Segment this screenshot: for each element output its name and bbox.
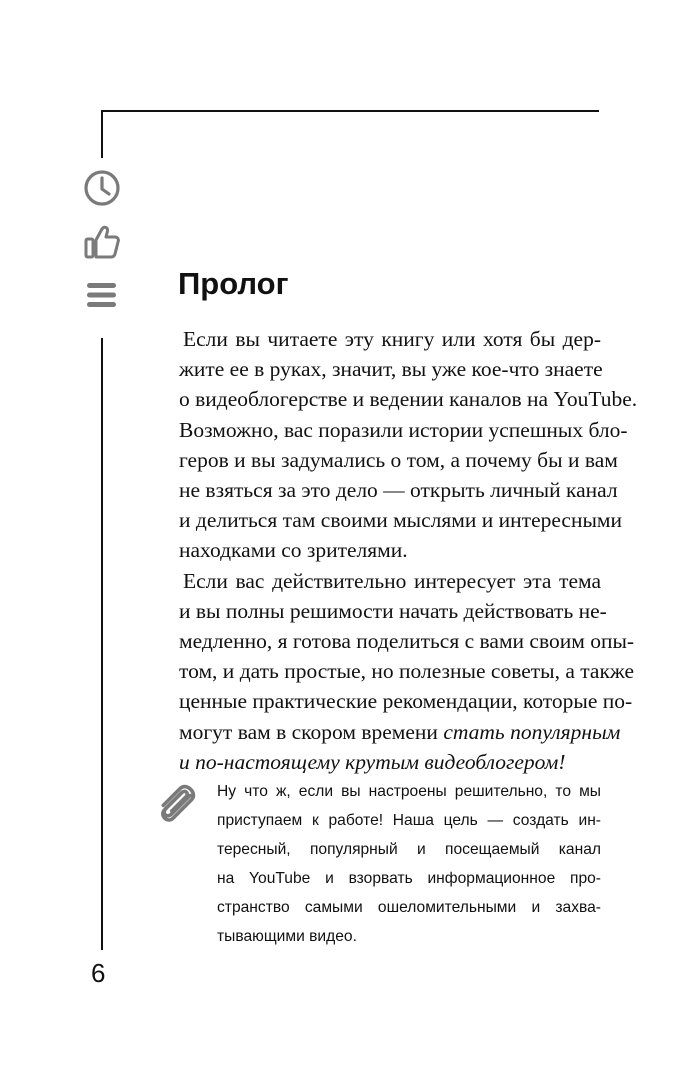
top-rule — [101, 110, 599, 112]
note-line: приступаем к работе! Наша цель — создать ин- — [217, 812, 601, 830]
note-line: на YouTube и взорвать информационное про- — [217, 870, 601, 888]
text-line: медленно, я готова поделиться с вами своим опы- — [179, 629, 635, 654]
text-line: ценные практические рекомендации, которые по- — [179, 689, 633, 714]
left-rule-bottom — [101, 338, 103, 950]
text-line: Если вас действительно интересует эта тема — [183, 568, 601, 593]
note-line: тересный, популярный и посещаемый канал — [217, 841, 601, 859]
text-line — [179, 717, 621, 747]
text-line: том, и дать простые, но полезные советы, а также — [179, 659, 635, 684]
note-text — [217, 777, 601, 952]
text-line — [179, 747, 601, 777]
text-line: находками со зрителями. — [179, 538, 408, 563]
menu-icon — [82, 275, 122, 315]
thumbs-up-icon — [82, 222, 122, 262]
body-text — [179, 324, 638, 777]
page-title: Пролог — [178, 266, 289, 301]
left-rule-top — [101, 110, 103, 158]
text-plain: могут вам в скором времени — [179, 719, 444, 744]
text-line: Если вы читаете эту книгу или хотя бы дер- — [183, 327, 601, 351]
text-line: геров и вы задумались о том, а почему бы и вам — [179, 447, 618, 472]
text-line: и делиться там своими мыслями и интересными — [179, 508, 623, 533]
text-emphasis: стать популярным — [443, 719, 621, 744]
text-line: жите ее в руках, значит, вы уже кое-что знаете — [179, 357, 603, 382]
text-emphasis: и по-настоящему крутым видеоблогером! — [179, 749, 566, 774]
text-line: и вы полны решимости начать действовать не- — [179, 598, 607, 623]
paragraph-1 — [179, 324, 638, 566]
paperclip-icon — [150, 778, 202, 830]
clock-icon — [82, 168, 122, 208]
page-number: 6 — [91, 958, 106, 988]
text-line: не взяться за это дело — открыть личный канал — [179, 478, 618, 503]
text-line: Возможно, вас поразили истории успешных бло- — [179, 417, 628, 442]
note-line: странство самыми ошеломительными и захва- — [217, 899, 601, 917]
text-line: о видеоблогерстве и ведении каналов на YouTube. — [179, 387, 638, 412]
note-line: Ну что ж, если вы настроены решительно, то мы — [217, 783, 601, 800]
note-line: тывающими видео. — [217, 928, 357, 946]
paragraph-2 — [179, 566, 635, 777]
